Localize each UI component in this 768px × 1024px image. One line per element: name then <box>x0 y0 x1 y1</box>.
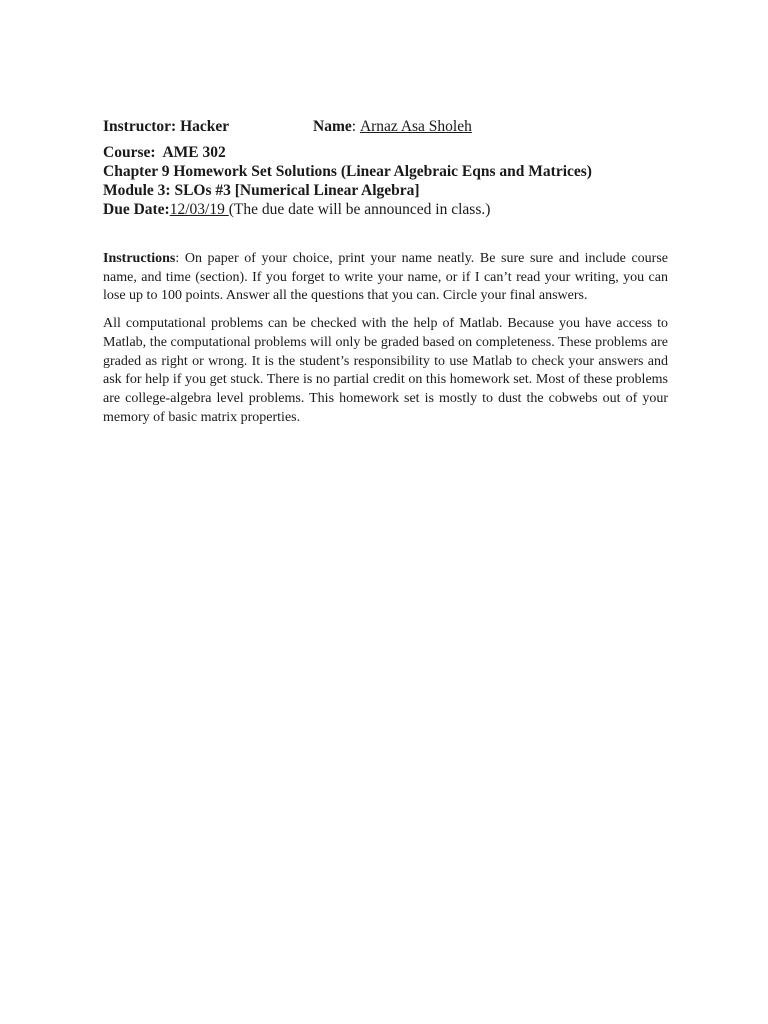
instructor-field <box>103 117 229 136</box>
course-label: Course: <box>103 144 156 161</box>
instructor-value: Hacker <box>180 118 230 135</box>
instructions-paragraph <box>103 250 668 306</box>
due-date-line <box>103 200 669 219</box>
instructions-text: : On paper of your choice, print your name neatly. Be sure sure and include course name, and time (section). If you forget to write your name, or if I can’t read your writing, you can lose up to 100 points. Answer all the questions that you can. Circle your final answers. <box>103 251 668 304</box>
name-value: Arnaz Asa Sholeh <box>359 118 472 135</box>
name-field <box>313 117 472 136</box>
instructor-label: Instructor: <box>103 118 177 135</box>
name-label: Name <box>313 118 352 135</box>
module-line: Module 3: SLOs #3 [Numerical Linear Algebra] <box>103 182 420 199</box>
computational-problems-paragraph: All computational problems can be checked with the help of Matlab. Because you have access to Matlab, the computational problems will only be graded based on completeness. These problems are graded as right or wrong. It is the student’s responsibility to use Matlab to check your answers and ask for help if you get stuck. There is no partial credit on this homework set. Most of these problems are college-algebra level problems. This homework set is mostly to dust the cobwebs out of your memory of basic matrix properties. <box>103 316 668 425</box>
document-content <box>103 117 669 427</box>
due-date-label: Due Date: <box>103 201 170 218</box>
chapter-title: Chapter 9 Homework Set Solutions (Linear Algebraic Eqns and Matrices) <box>103 163 592 180</box>
header-row <box>103 117 669 138</box>
due-date-note: (The due date will be announced in class.) <box>228 201 491 218</box>
name-colon: : <box>351 118 357 135</box>
course-line <box>103 143 669 162</box>
instructions-label: Instructions <box>103 251 176 266</box>
course-value: AME 302 <box>162 144 226 161</box>
due-date-value: 12/03/19 <box>169 201 229 218</box>
